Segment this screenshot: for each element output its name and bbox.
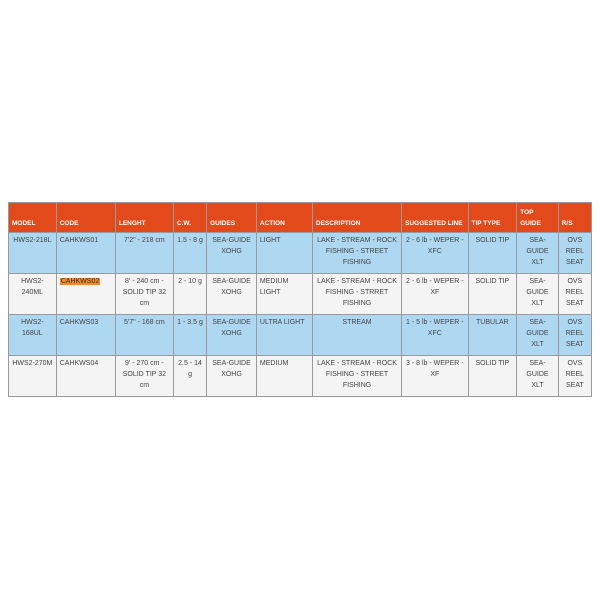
cell-length: 5'7" - 168 cm [115, 315, 173, 356]
cell-action: ULTRA LIGHT [256, 315, 312, 356]
cell-tip-type: SOLID TIP [468, 356, 517, 397]
cell-length: 8' - 240 cm - SOLID TIP 32 cm [115, 274, 173, 315]
cell-model: HWS2-168UL [9, 315, 57, 356]
cell-code: CAHKWS03 [56, 315, 115, 356]
header-suggested-line: SUGGESTED LINE [402, 203, 468, 233]
cell-guides: SEA-GUIDE XOHG [207, 233, 257, 274]
cell-cw: 1 - 3.5 g [173, 315, 206, 356]
header-rs: R/S [558, 203, 591, 233]
cell-action: LIGHT [256, 233, 312, 274]
highlighted-code: CAHKWS02 [60, 278, 100, 285]
cell-top-guide: SEA-GUIDE XLT [517, 356, 558, 397]
table-row [9, 274, 592, 315]
cell-rs: OVS REEL SEAT [558, 233, 591, 274]
table-row [9, 356, 592, 397]
header-model: MODEL [9, 203, 57, 233]
cell-model: HWS2-240ML [9, 274, 57, 315]
cell-top-guide: SEA-GUIDE XLT [517, 233, 558, 274]
cell-rs: OVS REEL SEAT [558, 274, 591, 315]
cell-cw: 1.5 - 8 g [173, 233, 206, 274]
cell-suggested-line: 2 - 6 lb - WEPER - XF [402, 274, 468, 315]
cell-tip-type: TUBULAR [468, 315, 517, 356]
cell-guides: SEA-GUIDE XOHG [207, 356, 257, 397]
rod-spec-table [8, 202, 592, 397]
table-row [9, 233, 592, 274]
cell-cw: 2 - 10 g [173, 274, 206, 315]
cell-top-guide: SEA-GUIDE XLT [517, 315, 558, 356]
header-description: DESCRIPTION [312, 203, 401, 233]
cell-model: HWS2-270M [9, 356, 57, 397]
header-cw: C.W. [173, 203, 206, 233]
cell-description: LAKE - STREAM - ROCK FISHING - STREET FISHING [312, 233, 401, 274]
cell-code [56, 274, 115, 315]
header-guides: GUIDES [207, 203, 257, 233]
cell-guides: SEA-GUIDE XOHG [207, 274, 257, 315]
cell-description: LAKE - STREAM - ROCK FISHING - STRRET FISHING [312, 274, 401, 315]
header-action: ACTION [256, 203, 312, 233]
cell-action: MEDIUM LIGHT [256, 274, 312, 315]
cell-top-guide: SEA-GUIDE XLT [517, 274, 558, 315]
table-row [9, 315, 592, 356]
cell-action: MEDIUM [256, 356, 312, 397]
header-tip-type: TIP TYPE [468, 203, 517, 233]
cell-length: 7'2" - 218 cm [115, 233, 173, 274]
cell-model: HWS2-218L [9, 233, 57, 274]
cell-code: CAHKWS04 [56, 356, 115, 397]
cell-suggested-line: 2 - 6 lb - WEPER - XFC [402, 233, 468, 274]
cell-description: STREAM [312, 315, 401, 356]
cell-rs: OVS REEL SEAT [558, 356, 591, 397]
cell-code: CAHKWS01 [56, 233, 115, 274]
cell-suggested-line: 1 - 5 lb - WEPER - XFC [402, 315, 468, 356]
header-row [9, 203, 592, 233]
header-length: LENGHT [115, 203, 173, 233]
cell-cw: 2.5 - 14 g [173, 356, 206, 397]
cell-guides: SEA-GUIDE XOHG [207, 315, 257, 356]
cell-tip-type: SOLID TIP [468, 274, 517, 315]
cell-length: 9' - 270 cm - SOLID TIP 32 cm [115, 356, 173, 397]
header-code: CODE [56, 203, 115, 233]
cell-rs: OVS REEL SEAT [558, 315, 591, 356]
cell-tip-type: SOLID TIP [468, 233, 517, 274]
cell-description: LAKE - STREAM - ROCK FISHING - STREET FISHING [312, 356, 401, 397]
header-top-guide: TOP GUIDE [517, 203, 558, 233]
cell-suggested-line: 3 - 8 lb - WEPER - XF [402, 356, 468, 397]
